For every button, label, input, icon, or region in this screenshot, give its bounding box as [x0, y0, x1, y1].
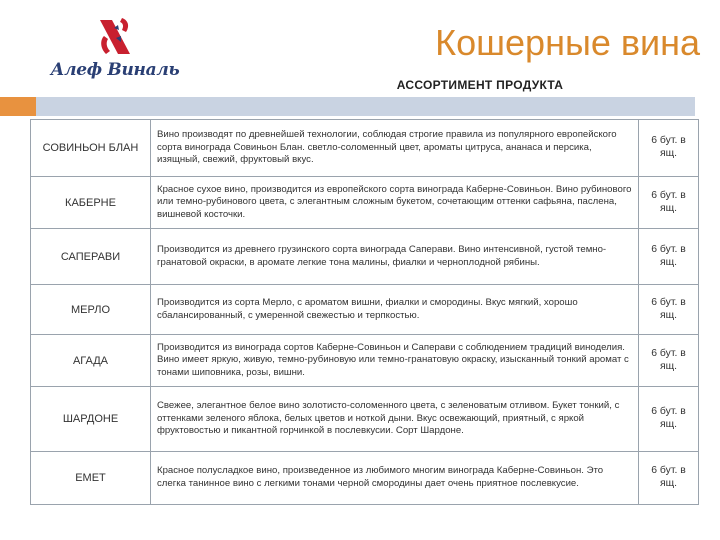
table-row — [31, 177, 699, 229]
wine-packaging: 6 бут. в ящ. — [639, 177, 699, 229]
table-row — [31, 229, 699, 285]
table-row — [31, 120, 699, 177]
wine-name: МЕРЛО — [31, 285, 151, 335]
wine-name: САПЕРАВИ — [31, 229, 151, 285]
wine-packaging: 6 бут. в ящ. — [639, 387, 699, 452]
wine-packaging: 6 бут. в ящ. — [639, 120, 699, 177]
wine-description: Красное полусладкое вино, произведенное из любимого многим винограда Каберне-Совиньон. Это слегка танинное вино с легкими тонами черной смородины дает очень приятное послевкусие. — [151, 452, 639, 505]
wine-name: СОВИНЬОН БЛАН — [31, 120, 151, 177]
wine-name: АГАДА — [31, 335, 151, 387]
table-row — [31, 452, 699, 505]
page-subtitle: АССОРТИМЕНТ ПРОДУКТА — [396, 78, 564, 92]
wine-name: КАБЕРНЕ — [31, 177, 151, 229]
wine-description: Производится из винограда сортов Каберне-Совиньон и Саперави с соблюдением традиций виноделия. Вино имеет яркую, живую, темно-рубиновую или темно-гранатовую окраску, изысканный тонкий аромат с тонами шиповника, розы, вишни. — [151, 335, 639, 387]
wine-description: Производится из сорта Мерло, с ароматом вишни, фиалки и смородины. Вкус мягкий, хорошо сбалансированный, с умеренной свежестью и терпкостью. — [151, 285, 639, 335]
wine-description: Вино производят по древнейшей технологии, соблюдая строгие правила из популярного европейского сорта винограда Совиньон Блан. светло-соломенный цвет, ароматы цитруса, ананаса и персика, изящный, свежий, фруктовый вкус. — [151, 120, 639, 177]
wine-description: Производится из древнего грузинского сорта винограда Саперави. Вино интенсивной, густой темно-гранатовой окраски, в аромате легкие тона малины, фиалки и черноплодной рябины. — [151, 229, 639, 285]
table-row — [31, 335, 699, 387]
logo-text: Алеф Виналь — [50, 60, 180, 80]
table-row — [31, 285, 699, 335]
table-row — [31, 387, 699, 452]
page-title: Кошерные вина — [435, 22, 700, 63]
wine-packaging: 6 бут. в ящ. — [639, 229, 699, 285]
wine-packaging: 6 бут. в ящ. — [639, 452, 699, 505]
wine-description: Свежее, элегантное белое вино золотисто-соломенного цвета, с зеленоватым отливом. Букет тонкий, с оттенками зеленого яблока, белых цветов и ноткой дыни. Вкус освежающий, приятный, с яркой фруктовостью и пикантной горчинкой в послевкусии. Сорт Шардоне. — [151, 387, 639, 452]
accent-bar — [0, 97, 695, 116]
accent-block — [0, 97, 36, 116]
wine-packaging: 6 бут. в ящ. — [639, 335, 699, 387]
wine-description: Красное сухое вино, производится из европейского сорта винограда Каберне-Совиньон. Вино рубинового или темно-рубинового цвета, с элегантным сложным букетом, сочетающим оттенки сафьяна, паслена, вишневой косточки. — [151, 177, 639, 229]
wine-name: ШАРДОНЕ — [31, 387, 151, 452]
product-table — [30, 119, 698, 505]
aleph-logo-icon — [92, 14, 138, 60]
wine-packaging: 6 бут. в ящ. — [639, 285, 699, 335]
logo — [50, 14, 180, 84]
wine-name: ЕМЕТ — [31, 452, 151, 505]
